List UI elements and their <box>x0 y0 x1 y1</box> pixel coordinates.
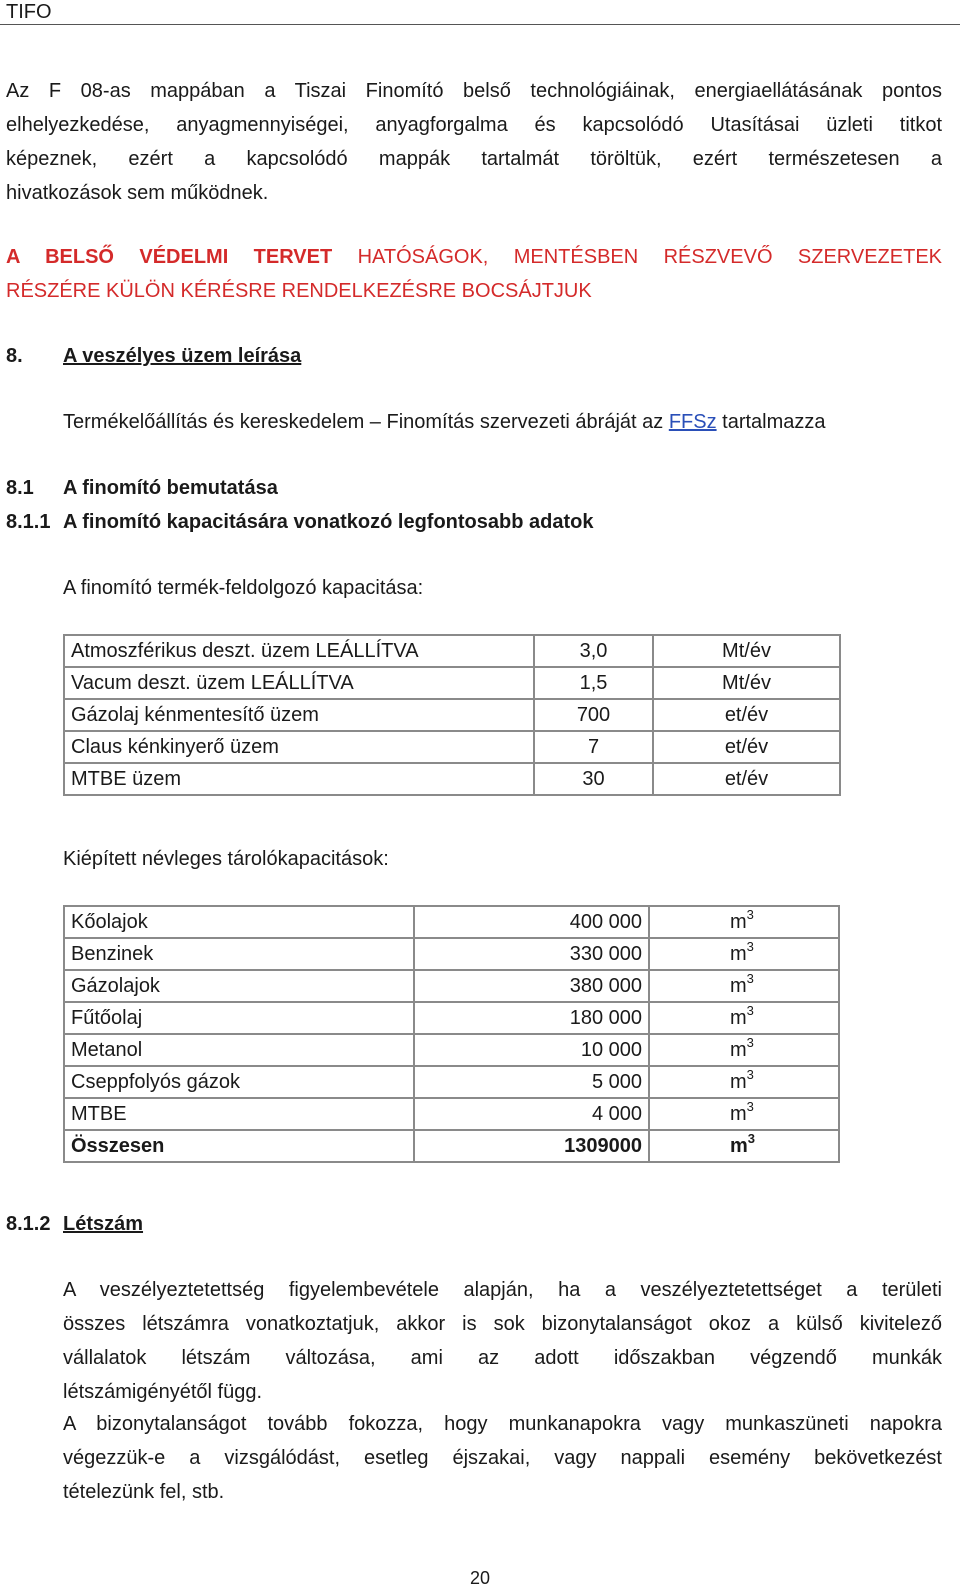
unit-exp: 3 <box>746 1099 754 1114</box>
capacity-intro: A finomító termék-feldolgozó kapacitása: <box>63 577 424 599</box>
table-row <box>64 970 839 1002</box>
storage-table <box>63 905 840 1163</box>
storage-value: 330 000 <box>414 938 649 970</box>
unit-base: m <box>730 1103 747 1125</box>
storage-unit <box>649 1098 839 1130</box>
table-total-row <box>64 1130 839 1162</box>
intro-line: elhelyezkedése, anyagmennyiségei, anyagforgalma és kapcsolódó Utasításai üzleti titkot <box>6 114 942 136</box>
storage-name: MTBE <box>64 1098 414 1130</box>
section-8-text-after: tartalmazza <box>716 411 826 433</box>
storage-name: Metanol <box>64 1034 414 1066</box>
paragraph-line: tételezünk fel, stb. <box>63 1481 225 1503</box>
unit-exp: 3 <box>746 971 754 986</box>
storage-unit <box>649 906 839 938</box>
table-row <box>64 699 840 731</box>
notice-line-2: RÉSZÉRE KÜLÖN KÉRÉSRE RENDELKEZÉSRE BOCSÁJTJUK <box>6 280 592 302</box>
capacity-name: MTBE üzem <box>64 763 534 795</box>
capacity-unit: Mt/év <box>653 635 840 667</box>
table-row <box>64 731 840 763</box>
storage-total-name: Összesen <box>64 1130 414 1162</box>
unit-exp: 3 <box>746 939 754 954</box>
unit-base: m <box>730 1039 747 1061</box>
unit-base: m <box>730 911 747 933</box>
section-8-text <box>63 405 826 439</box>
capacity-name: Atmoszférikus deszt. üzem LEÁLLÍTVA <box>64 635 534 667</box>
storage-name: Cseppfolyós gázok <box>64 1066 414 1098</box>
ffsz-link[interactable]: FFSz <box>668 411 717 433</box>
notice-text: HATÓSÁGOK, MENTÉSBEN RÉSZVEVŐ SZERVEZETEK <box>332 246 943 268</box>
section-8-title: A veszélyes üzem leírása <box>63 345 302 367</box>
storage-name: Gázolajok <box>64 970 414 1002</box>
capacity-unit: Mt/év <box>653 667 840 699</box>
capacity-name: Claus kénkinyerő üzem <box>64 731 534 763</box>
table-row <box>64 1066 839 1098</box>
paragraph-line: A veszélyeztetettség figyelembevétele alapján, ha a veszélyeztetettséget a területi <box>63 1279 942 1301</box>
section-812-title: Létszám <box>63 1213 144 1235</box>
paragraph-line: A bizonytalanságot tovább fokozza, hogy munkanapokra vagy munkaszüneti napokra <box>63 1413 942 1435</box>
capacity-name: Gázolaj kénmentesítő üzem <box>64 699 534 731</box>
paragraph-line: létszámigényétől függ. <box>63 1381 263 1403</box>
section-812-number: 8.1.2 <box>6 1213 51 1235</box>
intro-line: Az F 08-as mappában a Tiszai Finomító belső technológiáinak, energiaellátásának pontos <box>6 80 942 102</box>
intro-line: képeznek, ezért a kapcsolódó mappák tartalmát töröltük, ezért természetesen a <box>6 148 942 170</box>
unit-exp: 3 <box>747 1131 756 1146</box>
intro-line: hivatkozások sem működnek. <box>6 182 269 204</box>
table-row <box>64 938 839 970</box>
unit-exp: 3 <box>746 907 754 922</box>
document-header-label: TIFO <box>6 1 52 23</box>
unit-base: m <box>730 1007 747 1029</box>
storage-value: 4 000 <box>414 1098 649 1130</box>
notice-bold-text: A BELSŐ VÉDELMI TERVET <box>6 246 333 268</box>
capacity-unit: et/év <box>653 731 840 763</box>
storage-unit <box>649 1130 839 1162</box>
storage-value: 180 000 <box>414 1002 649 1034</box>
paragraph-line: összes létszámra vonatkoztatjuk, akkor is sok bizonytalanságot okoz a külső kivitelező <box>63 1313 942 1335</box>
unit-base: m <box>730 1135 748 1157</box>
storage-unit <box>649 1002 839 1034</box>
storage-name: Fűtőolaj <box>64 1002 414 1034</box>
table-row <box>64 667 840 699</box>
storage-unit <box>649 1034 839 1066</box>
unit-base: m <box>730 943 747 965</box>
intro-paragraph <box>6 74 942 210</box>
headcount-paragraph-2 <box>63 1407 942 1509</box>
section-811-title: A finomító kapacitására vonatkozó legfontosabb adatok <box>63 511 594 533</box>
table-row <box>64 1034 839 1066</box>
capacity-value: 3,0 <box>534 635 653 667</box>
table-row <box>64 635 840 667</box>
table-row <box>64 763 840 795</box>
table-row <box>64 1098 839 1130</box>
storage-unit <box>649 938 839 970</box>
paragraph-line: vállalatok létszám változása, ami az adott időszakban végzendő munkák <box>63 1347 942 1369</box>
storage-unit <box>649 970 839 1002</box>
unit-exp: 3 <box>746 1035 754 1050</box>
page-number: 20 <box>469 1568 491 1588</box>
storage-value: 380 000 <box>414 970 649 1002</box>
table-row <box>64 1002 839 1034</box>
unit-base: m <box>730 1071 747 1093</box>
storage-intro: Kiépített névleges tárolókapacitások: <box>63 848 389 870</box>
table-row <box>64 906 839 938</box>
storage-unit <box>649 1066 839 1098</box>
unit-exp: 3 <box>746 1003 754 1018</box>
capacity-unit: et/év <box>653 699 840 731</box>
capacity-value: 1,5 <box>534 667 653 699</box>
notice-line <box>6 240 942 274</box>
capacity-value: 7 <box>534 731 653 763</box>
storage-name: Benzinek <box>64 938 414 970</box>
capacity-name: Vacum deszt. üzem LEÁLLÍTVA <box>64 667 534 699</box>
capacity-table <box>63 634 841 796</box>
storage-value: 5 000 <box>414 1066 649 1098</box>
storage-value: 10 000 <box>414 1034 649 1066</box>
capacity-value: 700 <box>534 699 653 731</box>
storage-name: Kőolajok <box>64 906 414 938</box>
section-8-number: 8. <box>6 345 23 367</box>
capacity-unit: et/év <box>653 763 840 795</box>
storage-total-value: 1309000 <box>414 1130 649 1162</box>
paragraph-line: végezzük-e a vizsgálódást, esetleg éjszakai, vagy nappali esemény bekövetkezést <box>63 1447 942 1469</box>
section-81-title: A finomító bemutatása <box>63 477 278 499</box>
unit-exp: 3 <box>746 1067 754 1082</box>
section-81-number: 8.1 <box>6 477 34 499</box>
storage-value: 400 000 <box>414 906 649 938</box>
section-811-number: 8.1.1 <box>6 511 51 533</box>
section-8-text-before: Termékelőállítás és kereskedelem – Finomítás szervezeti ábráját az <box>63 411 669 433</box>
unit-base: m <box>730 975 747 997</box>
confidential-notice <box>6 240 942 308</box>
header-divider <box>0 24 960 25</box>
capacity-value: 30 <box>534 763 653 795</box>
headcount-paragraph-1 <box>63 1273 942 1409</box>
